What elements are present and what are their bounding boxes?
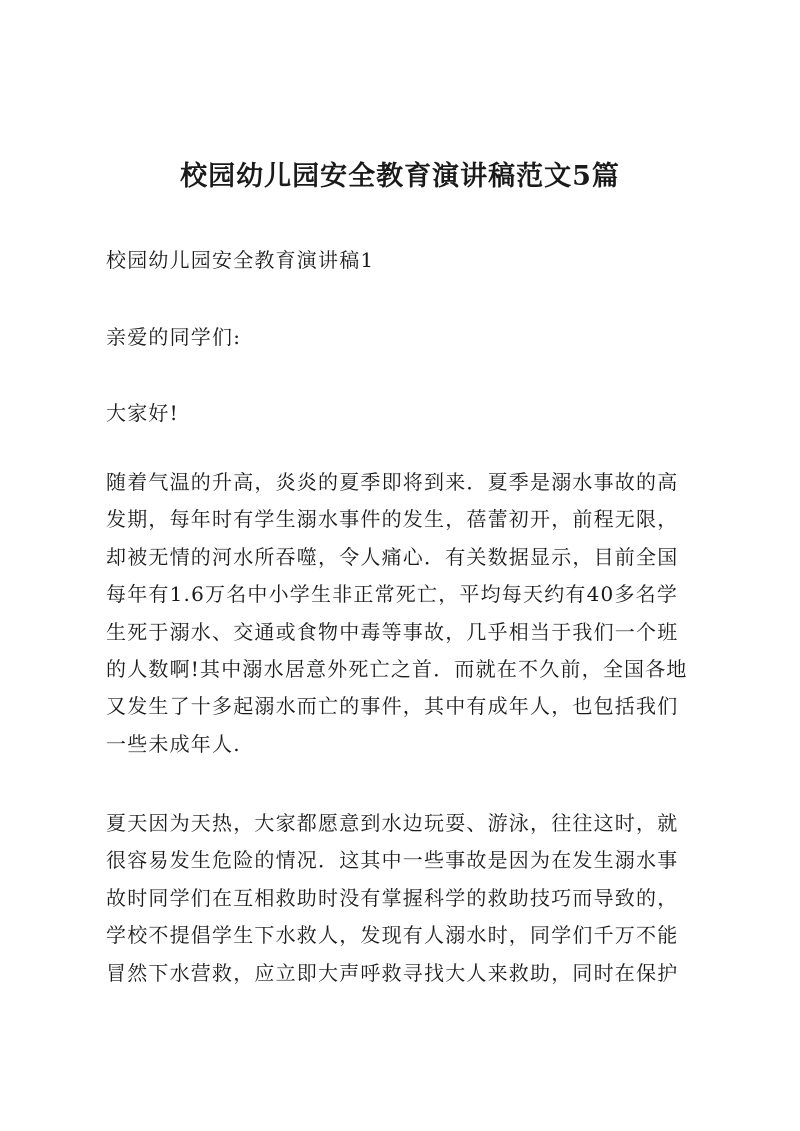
paragraph-line: 学校不提倡学生下水救人，发现有人溺水时，同学们千万不能	[106, 923, 679, 948]
paragraph-2	[106, 805, 698, 992]
section-heading: 校园幼儿园安全教育演讲稿1	[106, 248, 375, 272]
paragraph-line: 故时同学们在互相救助时没有掌握科学的救助技巧而导致的，	[106, 885, 679, 910]
paragraph-line: 的人数啊!其中溺水居意外死亡之首．而就在不久前，全国各地	[106, 657, 688, 682]
paragraph-line: 又发生了十多起溺水而亡的事件，其中有成年人，也包括我们	[106, 694, 679, 719]
paragraph-line: 每年有1.6万名中小学生非正常死亡，平均每天约有40多名学	[106, 582, 679, 607]
paragraph-line: 一些未成年人.	[106, 731, 241, 756]
paragraph-line: 生死于溺水、交通或食物中毒等事故，几乎相当于我们一个班	[106, 619, 679, 644]
paragraph-1	[106, 464, 698, 763]
paragraph-line: 却被无情的河水所吞噬，令人痛心．有关数据显示，目前全国	[106, 544, 679, 569]
salutation: 亲爱的同学们:	[106, 325, 242, 349]
paragraph-line: 随着气温的升高，炎炎的夏季即将到来．夏季是溺水事故的高	[106, 470, 679, 494]
paragraph-line: 发期，每年时有学生溺水事件的发生，蓓蕾初开，前程无限，	[106, 507, 679, 532]
document-title: 校园幼儿园安全教育演讲稿范文5篇	[180, 161, 620, 192]
paragraph-line: 夏天因为天热，大家都愿意到水边玩耍、游泳，往往这时，就	[106, 811, 679, 835]
paragraph-line: 冒然下水营救，应立即大声呼救寻找大人来救助，同时在保护	[106, 960, 679, 985]
paragraph-line: 很容易发生危险的情况．这其中一些事故是因为在发生溺水事	[106, 848, 679, 873]
greeting: 大家好!	[106, 401, 179, 425]
